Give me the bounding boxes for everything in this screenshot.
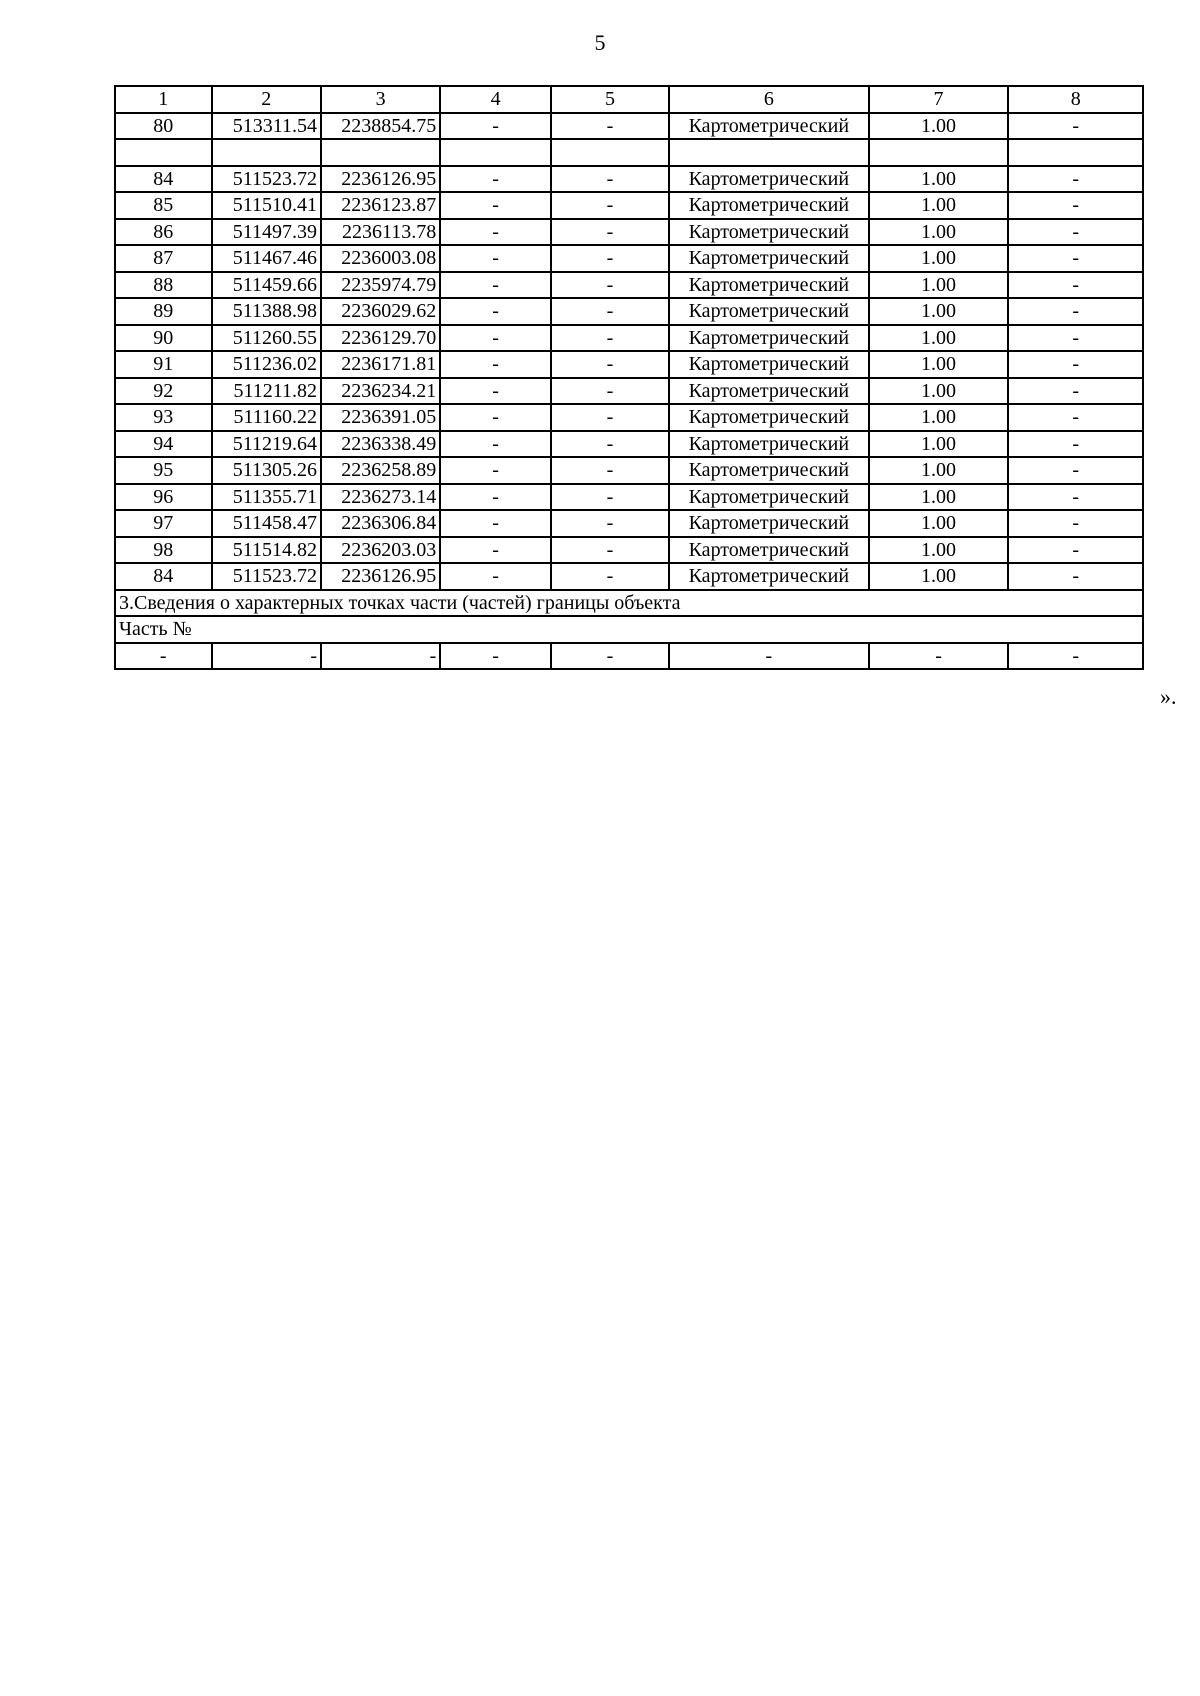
table-cell: 1.00 [869, 192, 1009, 219]
table-cell: 511160.22 [212, 404, 322, 431]
table-cell: 2235974.79 [321, 272, 440, 299]
table-cell: - [551, 510, 669, 537]
table-cell: - [440, 166, 551, 193]
table-cell: - [440, 325, 551, 352]
table-cell [669, 139, 869, 166]
table-cell [869, 139, 1009, 166]
table-cell: - [551, 378, 669, 405]
table-cell: - [551, 219, 669, 246]
table-cell: 95 [115, 457, 212, 484]
table-cell: 2236273.14 [321, 484, 440, 511]
table-row [115, 219, 1143, 246]
table-header-row [115, 86, 1143, 113]
table-cell: 511523.72 [212, 563, 322, 590]
table-cell: 1.00 [869, 219, 1009, 246]
column-header: 6 [669, 86, 869, 113]
table-cell: - [440, 272, 551, 299]
empty-table-row [115, 139, 1143, 166]
table-cell: - [551, 404, 669, 431]
table-cell: 1.00 [869, 378, 1009, 405]
table-cell: - [1008, 510, 1143, 537]
table-cell: 2236029.62 [321, 298, 440, 325]
table-cell: Картометрический [669, 325, 869, 352]
table-row [115, 484, 1143, 511]
table-cell: Картометрический [669, 431, 869, 458]
table-cell: 98 [115, 537, 212, 564]
table-cell: 2238854.75 [321, 113, 440, 140]
table-cell: - [440, 537, 551, 564]
table-cell: 511497.39 [212, 219, 322, 246]
table-cell: 1.00 [869, 510, 1009, 537]
table-cell: Картометрический [669, 484, 869, 511]
table-cell: Картометрический [669, 298, 869, 325]
table-cell: 1.00 [869, 245, 1009, 272]
table-cell: 92 [115, 378, 212, 405]
table-cell: Картометрический [669, 192, 869, 219]
table-cell: Картометрический [669, 113, 869, 140]
table-cell: - [1008, 563, 1143, 590]
table-cell: - [440, 192, 551, 219]
section-title: 3.Сведения о характерных точках части (частей) границы объекта [115, 590, 1143, 617]
table-cell: - [440, 563, 551, 590]
table-cell: 2236338.49 [321, 431, 440, 458]
table-row [115, 510, 1143, 537]
column-header: 2 [212, 86, 322, 113]
table-cell: - [551, 192, 669, 219]
section-title-row [115, 590, 1143, 617]
table-cell: 1.00 [869, 166, 1009, 193]
table-cell: 511388.98 [212, 298, 322, 325]
table-cell: Картометрический [669, 351, 869, 378]
table-cell: 2236234.21 [321, 378, 440, 405]
table-cell: - [440, 351, 551, 378]
table-cell: - [440, 643, 551, 670]
table-row [115, 325, 1143, 352]
table-cell: 94 [115, 431, 212, 458]
table-cell: - [1008, 537, 1143, 564]
table-cell [551, 139, 669, 166]
table-cell: - [1008, 404, 1143, 431]
table-cell: 2236203.03 [321, 537, 440, 564]
table-row [115, 245, 1143, 272]
table-cell: 511219.64 [212, 431, 322, 458]
table-cell: 1.00 [869, 457, 1009, 484]
table-cell: - [551, 351, 669, 378]
table-cell: 2236123.87 [321, 192, 440, 219]
table-row [115, 431, 1143, 458]
table-cell: - [1008, 245, 1143, 272]
coordinates-table [114, 85, 1144, 670]
table-cell: - [551, 325, 669, 352]
table-cell: Картометрический [669, 404, 869, 431]
table-cell: 2236126.95 [321, 166, 440, 193]
table-cell: - [440, 457, 551, 484]
table-cell: Картометрический [669, 166, 869, 193]
table-cell: 511458.47 [212, 510, 322, 537]
table-cell: 511236.02 [212, 351, 322, 378]
table-cell: - [115, 643, 212, 670]
table-cell: 2236306.84 [321, 510, 440, 537]
table-cell: 1.00 [869, 404, 1009, 431]
table-cell: 1.00 [869, 484, 1009, 511]
table-cell: - [551, 484, 669, 511]
table-cell: 1.00 [869, 298, 1009, 325]
table-row [115, 298, 1143, 325]
column-header: 7 [869, 86, 1009, 113]
table-cell: - [551, 457, 669, 484]
table-cell: - [440, 431, 551, 458]
table-cell: - [551, 272, 669, 299]
table-row [115, 378, 1143, 405]
table-cell: 2236113.78 [321, 219, 440, 246]
table-cell: Картометрический [669, 537, 869, 564]
table-cell: - [440, 219, 551, 246]
table-cell: - [1008, 351, 1143, 378]
table-cell: 1.00 [869, 537, 1009, 564]
table-cell: Картометрический [669, 510, 869, 537]
table-cell: - [551, 563, 669, 590]
table-cell [321, 139, 440, 166]
table-cell: - [551, 431, 669, 458]
table-cell: - [1008, 484, 1143, 511]
table-cell: Картометрический [669, 219, 869, 246]
table-cell: 96 [115, 484, 212, 511]
part-data-row [115, 643, 1143, 670]
column-header: 4 [440, 86, 551, 113]
table-cell: - [1008, 431, 1143, 458]
table-cell: - [440, 404, 551, 431]
table-cell: - [440, 378, 551, 405]
page-number: 5 [594, 30, 606, 55]
table-cell: 511467.46 [212, 245, 322, 272]
part-label-row [115, 616, 1143, 643]
table-cell: - [551, 537, 669, 564]
table-cell: 2236126.95 [321, 563, 440, 590]
table-cell: 513311.54 [212, 113, 322, 140]
table-cell: - [551, 113, 669, 140]
table-row [115, 457, 1143, 484]
table-cell: 1.00 [869, 351, 1009, 378]
table-cell: Картометрический [669, 457, 869, 484]
table-cell: 511523.72 [212, 166, 322, 193]
table-cell: Картометрический [669, 378, 869, 405]
table-cell: 1.00 [869, 563, 1009, 590]
table-cell: 511211.82 [212, 378, 322, 405]
table-cell: - [1008, 113, 1143, 140]
table-cell: Картометрический [669, 272, 869, 299]
table-cell: - [1008, 298, 1143, 325]
table-cell: 86 [115, 219, 212, 246]
table-cell: - [1008, 378, 1143, 405]
closing-quote: ». [1160, 684, 1177, 709]
table-row [115, 192, 1143, 219]
table-cell: - [1008, 643, 1143, 670]
table-cell: - [440, 484, 551, 511]
table-cell: - [1008, 192, 1143, 219]
table-cell: - [1008, 166, 1143, 193]
table-cell: - [440, 245, 551, 272]
table-cell: Картометрический [669, 245, 869, 272]
table-cell: - [212, 643, 322, 670]
table-cell [212, 139, 322, 166]
column-header: 5 [551, 86, 669, 113]
table-row [115, 166, 1143, 193]
table-cell: 2236391.05 [321, 404, 440, 431]
table-cell: 85 [115, 192, 212, 219]
table-cell [115, 139, 212, 166]
column-header: 8 [1008, 86, 1143, 113]
table-cell: - [1008, 272, 1143, 299]
table-cell: 511260.55 [212, 325, 322, 352]
table-cell: - [551, 643, 669, 670]
table-cell: 1.00 [869, 431, 1009, 458]
table-cell: 97 [115, 510, 212, 537]
part-label: Часть № [115, 616, 1143, 643]
table-cell: - [440, 298, 551, 325]
table-row [115, 404, 1143, 431]
table-cell: - [321, 643, 440, 670]
table-cell: 1.00 [869, 272, 1009, 299]
table-cell: 88 [115, 272, 212, 299]
table-cell: 511514.82 [212, 537, 322, 564]
table-cell [440, 139, 551, 166]
table-cell: 1.00 [869, 113, 1009, 140]
column-header: 1 [115, 86, 212, 113]
table-cell: 91 [115, 351, 212, 378]
table-row [115, 351, 1143, 378]
table-row [115, 113, 1143, 140]
table-cell: 84 [115, 563, 212, 590]
table-cell: 2236003.08 [321, 245, 440, 272]
table-row [115, 272, 1143, 299]
table-cell: - [669, 643, 869, 670]
table-cell: 2236258.89 [321, 457, 440, 484]
table-cell: 84 [115, 166, 212, 193]
table-cell: 80 [115, 113, 212, 140]
table-cell: 511355.71 [212, 484, 322, 511]
table-cell: 90 [115, 325, 212, 352]
table-cell: - [551, 166, 669, 193]
table-cell: 89 [115, 298, 212, 325]
table-cell: 2236129.70 [321, 325, 440, 352]
table-cell: 511305.26 [212, 457, 322, 484]
table-cell [1008, 139, 1143, 166]
table-row [115, 563, 1143, 590]
table-cell: 511510.41 [212, 192, 322, 219]
table-cell: Картометрический [669, 563, 869, 590]
table-cell: - [440, 510, 551, 537]
table-row [115, 537, 1143, 564]
table-cell: 93 [115, 404, 212, 431]
table-cell: - [869, 643, 1009, 670]
table-cell: - [440, 113, 551, 140]
table-cell: - [1008, 325, 1143, 352]
table-cell: 1.00 [869, 325, 1009, 352]
table-cell: 87 [115, 245, 212, 272]
table-cell: 2236171.81 [321, 351, 440, 378]
table-cell: - [551, 298, 669, 325]
table-cell: - [1008, 219, 1143, 246]
table-cell: - [1008, 457, 1143, 484]
table-cell: - [551, 245, 669, 272]
table-cell: 511459.66 [212, 272, 322, 299]
column-header: 3 [321, 86, 440, 113]
